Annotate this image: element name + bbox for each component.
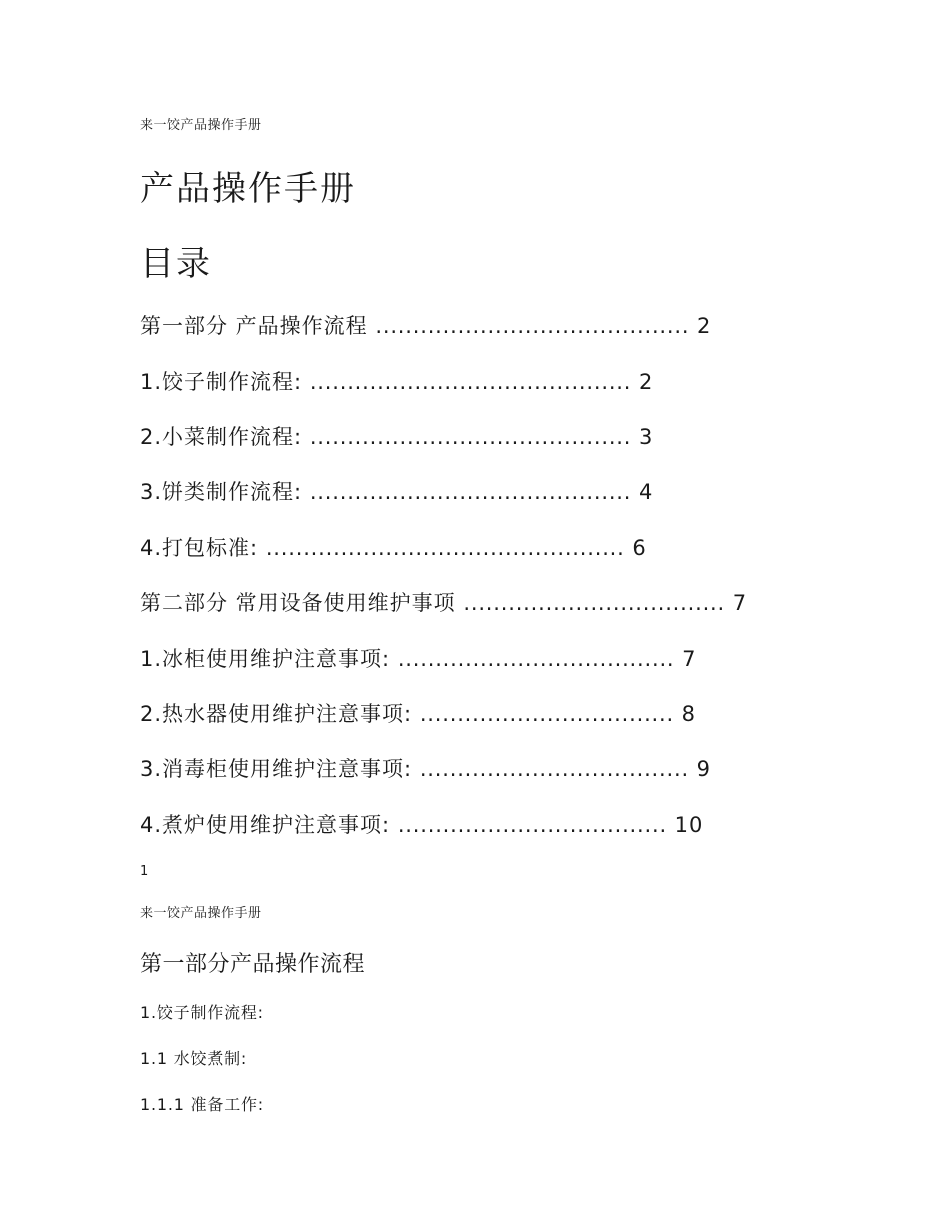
page-number: 1 [140,864,149,879]
toc-entry-text: 4.打包标准: [140,536,259,560]
subsection-heading: 1.1 水饺煮制: [140,1049,248,1068]
toc-entry-page: 8 [681,702,697,726]
toc-entry-text: 第二部分 常用设备使用维护事项 [140,591,456,615]
toc-entry-text: 第一部分 产品操作流程 [140,314,368,338]
toc-entry[interactable] [140,538,647,559]
toc-entry-leader: .......................................... [375,314,690,338]
toc-entry-page: 7 [732,591,748,615]
toc-entry-text: 1.饺子制作流程: [140,370,303,394]
toc-heading: 目录 [140,244,212,284]
toc-entry-page: 3 [638,425,654,449]
toc-entry-leader: ........................................... [309,480,632,504]
toc-entry[interactable] [140,704,696,725]
running-header: 来一饺产品操作手册 [140,118,262,133]
toc-entry-leader: .................................... [419,757,689,781]
toc-entry-leader: ................................................ [265,536,625,560]
toc-entry-leader: .................................. [419,702,674,726]
document-title: 产品操作手册 [140,169,356,209]
toc-entry-text: 3.消毒柜使用维护注意事项: [140,757,413,781]
toc-entry[interactable] [140,482,653,503]
toc-entry-text: 4.煮炉使用维护注意事项: [140,813,391,837]
toc-entry[interactable] [140,427,653,448]
toc-entry-page: 2 [697,314,712,338]
toc-entry[interactable] [140,593,747,614]
toc-entry[interactable] [140,815,703,836]
toc-entry-page: 9 [696,757,711,781]
toc-entry-leader: ........................................... [309,370,632,394]
toc-entry-leader: ........................................... [309,425,632,449]
toc-entry-page: 4 [638,480,654,504]
toc-entry[interactable] [140,759,711,780]
running-header: 来一饺产品操作手册 [140,906,262,921]
toc-entry-leader: ................................... [463,591,726,615]
toc-entry-text: 1.冰柜使用维护注意事项: [140,647,391,671]
toc-entry[interactable] [140,649,696,670]
subsection-heading: 1.饺子制作流程: [140,1003,264,1022]
toc-entry-text: 3.饼类制作流程: [140,480,303,504]
toc-entry-text: 2.小菜制作流程: [140,425,303,449]
section-heading: 第一部分产品操作流程 [140,952,366,977]
toc-entry[interactable] [140,316,711,337]
toc-entry[interactable] [140,372,653,393]
toc-entry-page: 2 [638,370,654,394]
toc-entry-page: 10 [674,813,704,837]
toc-entry-page: 6 [632,536,647,560]
subsection-heading: 1.1.1 准备工作: [140,1095,264,1114]
toc-entry-text: 2.热水器使用维护注意事项: [140,702,413,726]
toc-entry-page: 7 [682,647,697,671]
toc-entry-leader: .................................... [397,813,667,837]
toc-entry-leader: ..................................... [397,647,675,671]
